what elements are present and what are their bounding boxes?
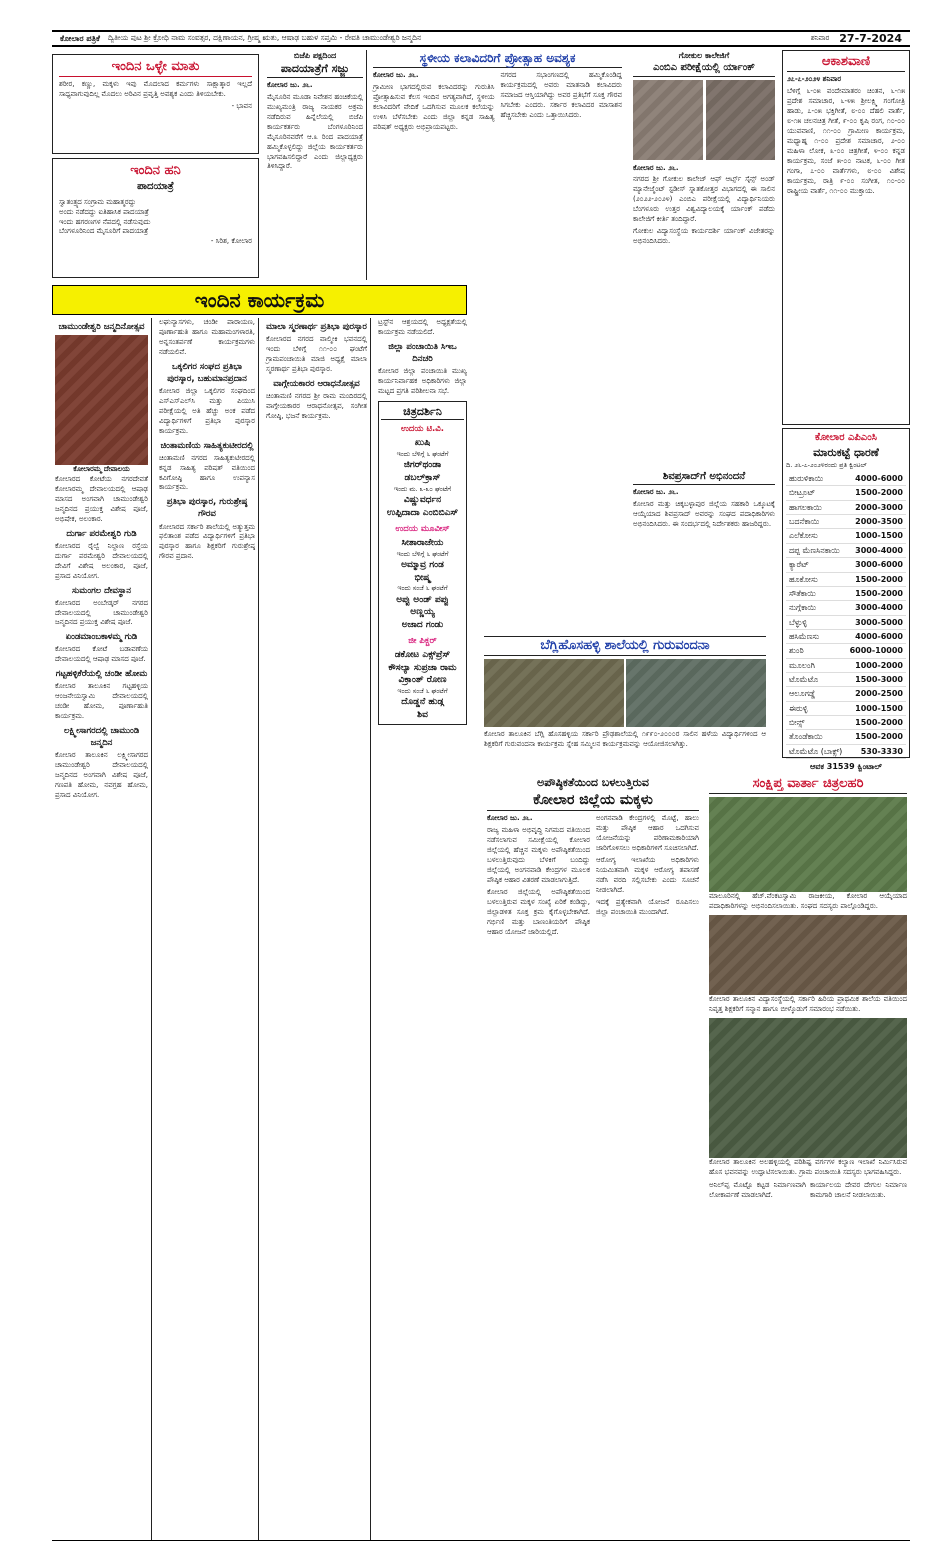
vegetable-name: ಟೊಮೆಟೊ [786, 673, 846, 687]
brief-caption: ಕೋಲಾರ ತಾಲೂಕಿನ ವಿದ್ಯಾಸಂಸ್ಥೆಯಲ್ಲಿ ಸರ್ಕಾರಿ ಹಿರಿಯ ಪ್ರಾಥಮಿಕ ಶಾಲೆಯ ವತಿಯಿಂದ ನಿವೃತ್ತ ಶಿಕ್ಷಕರಿಗೆ ಸನ್ಮಾನ ಹಾಗೂ ಬೀಳ್ಕೊಡುಗೆ ಸಮಾರಂಭ ನಡೆಯಿತು. [709, 995, 907, 1014]
vegetable-price: 3000-6000 [846, 558, 906, 572]
shivaprasad-headline: ಶಿವಪ್ರಸಾದ್‌ಗೆ ಅಭಿನಂದನೆ [633, 470, 775, 485]
program-column-4 [375, 318, 470, 1540]
price-row [786, 472, 906, 486]
movie-title: ಡಬಲ್‌ಕ್ರಾಸ್ [404, 473, 441, 484]
program-subtitle: ಗಟ್ಟಹಳ್ಳಿಕೆರೆಯಲ್ಲಿ ಚಂಡೀ ಹೋಮ [55, 669, 148, 680]
channel-name: ಉದಯ ಟಿ.ವಿ. [401, 424, 444, 435]
movie-title: ಅಣ್ಣಯ್ಯ [410, 607, 435, 618]
price-row [786, 687, 906, 701]
vegetable-name: ಟೊಮೆಟೊ (ಬಾಕ್ಸ್) [786, 744, 846, 758]
price-row [786, 744, 906, 758]
shivaprasad-dateline: ಕೋಲಾರ ಜು. ೨೬. [633, 488, 679, 497]
gokula-body-2: ಗೋಕುಲ ವಿದ್ಯಾಸಂಸ್ಥೆಯ ಕಾರ್ಯದರ್ಶಿ ರ್ಯಾಂಕ್ ವಿಜೇತರನ್ನು ಅಭಿನಂದಿಸಿದರು. [633, 227, 775, 246]
shivaprasad-story [630, 470, 778, 630]
brief-caption: ಮಾಲೂರಿನಲ್ಲಿ ಹೆಚ್.ವೆಂಕಟಸ್ವಾಮಿ ರಾಜಕೀಯ, ಕೋಲಾರ ಆಯ್ಕೆಯಾದ ಪದಾಧಿಕಾರಿಗಳನ್ನು ಅಭಿನಂದಿಸಲಾಯಿತು. ಸಂಘದ ಸದಸ್ಯರು ಪಾಲ್ಗೊಂಡಿದ್ದರು. [709, 892, 907, 911]
gokula-body: ನಗರದ ಶ್ರೀ ಗೋಕುಲ ಕಾಲೇಜ್ ಆಫ್ ಆರ್ಟ್ಸ್ ಸೈನ್ಸ್ ಅಂಡ್ ಮ್ಯಾನೇಜ್ಮೆಂಟ್ ಸ್ಟಡೀಸ್ ಸ್ನಾತಕೋತ್ತರ ವಿಭಾಗದಲ್ಲಿ ಈ ಸಾಲಿನ (೨೦೨೨-೨೦೨೪) ಎಂಬಿಎ ಪರೀಕ್ಷೆಯಲ್ಲಿ ವಿದ್ಯಾರ್ಥಿನಿಯರು ಬೆಂಗಳೂರು ಉತ್ತರ ವಿಶ್ವವಿದ್ಯಾಲಯಕ್ಕೆ ರ್ಯಾಂಕ್ ಪಡೆದು ಕಾಲೇಜಿಗೆ ಕೀರ್ತಿ ತಂದಿದ್ದಾರೆ. [633, 175, 775, 224]
vegetable-name: ಬೀನ್ಸ್ [786, 716, 846, 730]
program-column-2 [156, 318, 259, 1540]
price-row [786, 629, 906, 643]
program-subtitle: ವಾಗ್ಗೇಯಕಾರರ ಆರಾಧನೋತ್ಸವ [273, 378, 360, 389]
vegetable-name: ಮೂಲಂಗಿ [786, 658, 846, 672]
vegetable-price: 1500-2000 [846, 716, 906, 730]
issue-line: ದ್ವಿತೀಯ ಪುಟ ಶ್ರೀ ಕ್ರೋಧಿ ನಾಮ ಸಂವತ್ಸರ, ದಕ್ಷಿಣಾಯನ, ಗ್ರೀಷ್ಮ ಋತು, ಆಷಾಢ ಬಹುಳ ಸಪ್ತಮಿ - ರೇವತಿ ಚಾಮುಂಡೇಶ್ವರಿ ಜನ್ಮದಿನ [107, 33, 422, 43]
local-body-2: ನಗರದ ಸಭಾಂಗಣದಲ್ಲಿ ಹಮ್ಮಿಕೊಂಡಿದ್ದ ಕಾರ್ಯಕ್ರಮದಲ್ಲಿ ಅವರು ಮಾತನಾಡಿ ಕಲಾವಿದರು ಸಮಾಜದ ಆಸ್ತಿಯಾಗಿದ್ದು ಅವರ ಪ್ರತಿಭೆಗೆ ಸೂಕ್ತ ಗೌರವ ಸಿಗಬೇಕು ಎಂದರು. ಸರ್ಕಾರ ಕಲಾವಿದರ ಮಾಸಾಶನ ಹೆಚ್ಚಿಸಬೇಕು ಎಂದು ಒತ್ತಾಯಿಸಿದರು. [500, 71, 622, 119]
malnutrition-body: ಕೋಲಾರ ಜಿಲ್ಲೆಯಲ್ಲಿ ಅಪೌಷ್ಠಿಕತೆಯಿಂದ ಬಳಲುತ್ತಿರುವ ಮಕ್ಕಳ ಸಂಖ್ಯೆ ಏರಿಕೆ ಕಂಡಿದ್ದು, ಜಿಲ್ಲಾಡಳಿತ ಸೂಕ್ತ ಕ್ರಮ ಕೈಗೊಳ್ಳಬೇಕಾಗಿದೆ. ಗರ್ಭಿಣಿ ಮತ್ತು ಬಾಣಂತಿಯರಿಗೆ ಪೌಷ್ಠಿಕ ಆಹಾರ ಯೋಜನೆ ಜಾರಿಯಲ್ಲಿದೆ. [487, 888, 590, 936]
bjp-kicker: ಬಿಜೆಪಿ ಪಕ್ಷದಿಂದ [293, 51, 337, 60]
price-row [786, 586, 906, 600]
cinema-title: ಚಿತ್ರದರ್ಶಿನಿ [381, 404, 464, 421]
radio-title: ಆಕಾಶವಾಣಿ [787, 53, 905, 72]
local-artists-headline: ಸ್ಥಳೀಯ ಕಲಾವಿದರಿಗೆ ಪ್ರೋತ್ಸಾಹ ಅವಶ್ಯಕ [373, 50, 622, 68]
program-subtitle: ಪ್ರತಿಭಾ ಪುರಸ್ಕಾರ, ಗುರುಶ್ರೇಷ್ಠ ಗೌರವ [166, 497, 248, 520]
program-text: ಕೋಲಾರದ ಕೋಟೆ ಬಡಾವಣೆಯ ದೇವಾಲಯದಲ್ಲಿ ಆಷಾಢ ಮಾಸದ ಪೂಜೆ. [55, 645, 148, 664]
vegetable-price: 3000-4000 [846, 601, 906, 615]
gokula-kicker: ಗೋಕುಲ ಕಾಲೇಜಿಗೆ [678, 51, 730, 60]
news-photo-1 [709, 797, 907, 892]
vegetable-price: 1500-2000 [846, 486, 906, 500]
bottom-rule [52, 1540, 910, 1541]
good-word-source: - ಭಾವನ [231, 102, 252, 111]
movie-title: ಅಜಾದ ಗಂಡು [401, 620, 444, 631]
movie-title: ಅಪ್ಪು ಅಂಡ್ ಪಪ್ಪು [396, 594, 449, 605]
vegetable-name: ಆಲೂಗಡ್ಡೆ [786, 687, 846, 701]
photo-caption: ಕೋಲಾರಮ್ಮ ದೇವಾಲಯ [73, 465, 130, 474]
bjp-dateline: ಕೋಲಾರ ಜು. ೨೬. [267, 80, 313, 89]
price-row [786, 615, 906, 629]
group-photo-1 [484, 659, 624, 727]
good-word-box [52, 54, 259, 154]
bjp-story [264, 50, 367, 280]
price-row [786, 730, 906, 744]
malnutrition-headline: ಕೋಲಾರ ಜಿಲ್ಲೆಯ ಮಕ್ಕಳು [487, 791, 699, 812]
show-time: ಇಂದು ಬೆಳಿಗ್ಗೆ ೬ ಘಂಟೆಗೆ [396, 450, 449, 459]
movie-title: ಜಿಗರ್‌ಥಂಡಾ [403, 460, 442, 471]
show-time: ಇಂದು ಸಂಜೆ ೬ ಘಂಟೆಗೆ [397, 584, 448, 593]
program-banner: ಇಂದಿನ ಕಾರ್ಯಕ್ರಮ [52, 285, 467, 315]
vegetable-name: ದಪ್ಪ ಮೆಣಸಿನಕಾಯಿ [786, 543, 846, 557]
malnutrition-body: ಅಂಗನವಾಡಿ ಕೇಂದ್ರಗಳಲ್ಲಿ ಮೊಟ್ಟೆ, ಹಾಲು ಮತ್ತು ಪೌಷ್ಠಿಕ ಆಹಾರ ಒದಗಿಸುವ ಯೋಜನೆಯನ್ನು ಪರಿಣಾಮಕಾರಿಯಾಗಿ ಜಾರಿಗೊಳಿಸಲು ಅಧಿಕಾರಿಗಳಿಗೆ ಸೂಚಿಸಲಾಗಿದೆ. [596, 814, 699, 853]
radio-body: ಬೆಳಿಗ್ಗೆ ೬-೦೫ ವಂದೇಮಾತರಂ ಚಿಂತನ, ೬-೧೫ ಪ್ರದೇಶ ಸಮಾಚಾರ, ೬-೪೫ ಶ್ರೀಲಕ್ಷ್ಮಿ ಗಂಗೋತ್ರಿ ಹಾಡು, ೭-೦೫ ಭಕ್ತಿಗೀತೆ, ೮-೦೦ ದೆಹಲಿ ವಾರ್ತೆ, ೮-೧೫ ಚಲನಚಿತ್ರ ಗೀತೆ, ೯-೦೦ ಕೃಷಿ ರಂಗ, ೧೦-೦೦ ಯುವವಾಣಿ, ೧೧-೦೦ ಗ್ರಾಮೀಣ ಕಾರ್ಯಕ್ರಮ, ಮಧ್ಯಾಹ್ನ ೧-೦೦ ಪ್ರದೇಶ ಸಮಾಚಾರ, ೨-೦೦ ಮಹಿಳಾ ಲೋಕ, ೩-೦೦ ಚಿತ್ರಗೀತೆ, ೪-೦೦ ಕನ್ನಡ ಕಾರ್ಯಕ್ರಮ, ಸಂಜೆ ೫-೦೦ ನಾಟಕ, ೬-೦೦ ಗೀತ ಗಂಗಾ, ೭-೦೦ ವಾರ್ತೆಗಳು, ೮-೦೦ ವಿಶೇಷ ಕಾರ್ಯಕ್ರಮ, ರಾತ್ರಿ ೯-೦೦ ಸಂಗೀತ, ೧೦-೦೦ ರಾಷ್ಟ್ರೀಯ ವಾರ್ತೆ, ೧೧-೦೦ ಮುಕ್ತಾಯ. [787, 87, 905, 195]
honey-line: ಅಂದು ನಡೆದದ್ದು ಐತಿಹಾಸಿಕ ಪಾದಯಾತ್ರೆ [59, 207, 149, 216]
program-text: ಚಿಂತಾಮಣಿ ನಗರದ ಶ್ರೀ ರಾಮ ಮಂದಿರದಲ್ಲಿ ವಾಗ್ಗೇಯಕಾರರ ಆರಾಧನೋತ್ಸವ, ಸಂಗೀತ ಗೋಷ್ಠಿ, ಭಜನೆ ಕಾರ್ಯಕ್ರಮ. [266, 391, 367, 420]
apmc-subtitle: ಮಾರುಕಟ್ಟೆ ಧಾರಣೆ [813, 446, 879, 460]
malnutrition-story [484, 775, 702, 1540]
vegetable-price: 4000-6000 [846, 472, 906, 486]
vegetable-name: ಎಲೆಕೋಸು [786, 529, 846, 543]
vegetable-name: ಬೀಟ್ರೂಟ್ [786, 486, 846, 500]
vegetable-name: ಬದನೆಕಾಯಿ [786, 515, 846, 529]
program-text: ಕೋಲಾರ ತಾಲೂಕಿನ ಗಟ್ಟಹಳ್ಳಿಯ ಆಂಜನೇಯಸ್ವಾಮಿ ದೇವಾಲಯದಲ್ಲಿ ಚಂಡೀ ಹೋಮ, ಪೂರ್ಣಾಹುತಿ ಕಾರ್ಯಕ್ರಮ. [55, 682, 148, 721]
brief-foot: ಅನಿಲ್‌ಪ್ಪ ಮೊಟ್ಟೊ ಕಟ್ಟಡ ನಿರ್ಮಾಣವಾಗಿ ಲೋಕಾರ್ಪಣೆ ಮಾಡಲಾಗಿದೆ. [709, 1181, 806, 1200]
vegetable-name: ಹುರುಳಿಕಾಯಿ [786, 472, 846, 486]
program-subtitle: ಒಕ್ಕಲಿಗರ ಸಂಘದ ಪ್ರತಿಭಾ ಪುರಸ್ಕಾರ, ಬಹುಮಾನಪ್ರದಾನ [167, 361, 247, 384]
channel-name: ಉದಯ ಮೂವೀಸ್ [395, 523, 450, 534]
price-row [786, 644, 906, 658]
vegetable-price: 1000-2000 [846, 658, 906, 672]
program-subtitle: ಚಿಂತಾಮಣಿಯ ಸಾಹಿತ್ಯಕುಟೀರದಲ್ಲಿ [160, 440, 254, 451]
vegetable-name: ಹೂಕೋಸು [786, 572, 846, 586]
movie-title: ಡಕೋಟ ಎಕ್ಸ್‌ಪ್ರೆಸ್ [394, 649, 451, 660]
vegetable-price: 1000-1500 [846, 529, 906, 543]
vegetable-price: 6000-10000 [846, 644, 906, 658]
price-row [786, 486, 906, 500]
program-column-1 [52, 318, 152, 1540]
program-title: ಚಾಮುಂಡೇಶ್ವರಿ ಜನ್ಮದಿನೋತ್ಸವ [58, 322, 145, 332]
honey-line: ಸ್ವಾತಂತ್ರ್ಯದ ಸಂಗ್ರಾಮ ಮಹಾತ್ಮರದ್ದು [59, 197, 137, 206]
apmc-title: ಕೋಲಾರ ಎಪಿಎಂಸಿ [815, 432, 877, 443]
cinema-box [378, 401, 467, 725]
vegetable-name: ಹಸಿಮೆಣಸು [786, 629, 846, 643]
price-row [786, 500, 906, 514]
vegetable-name: ಹಾಗಲಕಾಯಿ [786, 500, 846, 514]
program-subtitle: ಜಿಲ್ಲಾ ಪಂಚಾಯಿತಿ ಸಿಇಒ ದಿನಚರಿ [388, 341, 457, 364]
guruvandana-story [484, 636, 766, 771]
vegetable-name: ಈರುಳ್ಳಿ [786, 701, 846, 715]
vegetable-name: ಕ್ಯಾರೆಟ್ [786, 558, 846, 572]
movie-title: ದೊಡ್ಡನೆ ಹುಡ್ಗ [401, 697, 444, 708]
program-text: ಕೋಲಾರ ಜಿಲ್ಲಾ ಪಂಚಾಯಿತಿ ಮುಖ್ಯ ಕಾರ್ಯನಿರ್ವಾಹಕ ಅಧಿಕಾರಿಗಳು ಜಿಲ್ಲಾ ಮಟ್ಟದ ಪ್ರಗತಿ ಪರಿಶೀಲನಾ ಸಭೆ. [378, 367, 467, 395]
program-text: ಲಘುನ್ಯಾಸಗಳು, ಚಂಡೀ ಪಾರಾಯಣ, ಪೂರ್ಣಾಹುತಿ ಹಾಗೂ ಮಹಾಮಂಗಳಾರತಿ, ಅನ್ನಸಂತರ್ಪಣೆ ಕಾರ್ಯಕ್ರಮಗಳು ನಡೆಯಲಿವೆ. [159, 318, 255, 356]
vegetable-name: ಸೌತೆಕಾಯಿ [786, 586, 846, 600]
program-subtitle: ಏಂಡಮಾಂಬಕಾಳಮ್ಮ ಗುಡಿ [65, 632, 138, 643]
vegetable-price: 1500-2000 [846, 730, 906, 744]
vegetable-price: 3000-4000 [846, 543, 906, 557]
good-word-body: ಶರೀರ, ಕಣ್ಣು, ಮಕ್ಕಳು ಇವು ಮೊದಲಾದ ಕರ್ಮಗಳು ಸಾಕ್ಷಾತ್ಕಾರ ಇಲ್ಲದೆ ಸಾಧ್ಯವಾಗುವುದಿಲ್ಲ ಮೊದಲು ಅರಿವಿನ ಪ್ರವೃತ್ತಿ ಅವಶ್ಯಕ ಎಂದು ತಿಳಿಯಬೇಕು. [59, 80, 252, 99]
local-body-1: ಗ್ರಾಮೀಣ ಭಾಗದಲ್ಲಿರುವ ಕಲಾವಿದರನ್ನು ಗುರುತಿಸಿ ಪ್ರೋತ್ಸಾಹಿಸುವ ಕೆಲಸ ಇಂದಿನ ಅಗತ್ಯವಾಗಿದೆ, ಸ್ಥಳೀಯ ಕಲಾವಿದರಿಗೆ ವೇದಿಕೆ ಒದಗಿಸುವ ಮೂಲಕ ಕಲೆಯನ್ನು ಉಳಿಸಿ ಬೆಳೆಸಬೇಕು ಎಂದು ಜಿಲ್ಲಾ ಕನ್ನಡ ಸಾಹಿತ್ಯ ಪರಿಷತ್ ಅಧ್ಯಕ್ಷರು ಅಭಿಪ್ರಾಯಪಟ್ಟರು. [373, 82, 495, 131]
vegetable-price: 1500-3000 [846, 673, 906, 687]
vegetable-price: 2000-3000 [846, 500, 906, 514]
program-subtitle: ಲಕ್ಷ್ಮೀಸಾಗರದಲ್ಲಿ ಚಾಮುಂಡಿ ಜನ್ಮದಿನ [63, 726, 140, 749]
vegetable-price: 4000-6000 [846, 629, 906, 643]
program-text: ಟ್ರಸ್ಟ್‌ನ ಆಶ್ರಯದಲ್ಲಿ ಅಧ್ಯಕ್ಷತೆಯಲ್ಲಿ ಕಾರ್ಯಕ್ರಮ ನಡೆಯಲಿದೆ. [378, 318, 467, 336]
student-photo-2 [706, 80, 776, 160]
weekday: ಶನಿವಾರ [810, 33, 830, 42]
shivaprasad-body: ಕೋಲಾರ ಮತ್ತು ಚಿಕ್ಕಬಳ್ಳಾಪುರ ಜಿಲ್ಲೆಯ ಸಹಕಾರಿ ಒಕ್ಕೂಟಕ್ಕೆ ಆಯ್ಕೆಯಾದ ಶಿವಪ್ರಸಾದ್ ಅವರನ್ನು ಸಂಘದ ಪದಾಧಿಕಾರಿಗಳು ಅಭಿನಂದಿಸಿದರು. ಈ ಸಂದರ್ಭದಲ್ಲಿ ನಿರ್ದೇಶಕರು ಹಾಜರಿದ್ದರು. [633, 500, 775, 528]
goddess-photo [55, 335, 148, 465]
price-row [786, 701, 906, 715]
price-row [786, 716, 906, 730]
vegetable-price: 2000-2500 [846, 687, 906, 701]
program-text: ಕೋಲಾರದ ರೈಲ್ವೆ ನಿಲ್ದಾಣ ರಸ್ತೆಯ ದುರ್ಗಾ ಪರಮೇಶ್ವರಿ ದೇವಾಲಯದಲ್ಲಿ ದೇವಿಗೆ ವಿಶೇಷ ಅಲಂಕಾರ, ಪೂಜೆ, ಪ್ರಸಾದ ವಿನಿಯೋಗ. [55, 541, 148, 580]
vegetable-price: 1000-1500 [846, 701, 906, 715]
local-dateline: ಕೋಲಾರ ಜು. ೨೬. [373, 71, 419, 80]
show-time: ಇಂದು ಬೆಳಿಗ್ಗೆ ೬ ಘಂಟೆಗೆ [396, 549, 449, 558]
price-row [786, 543, 906, 557]
movie-title: ಕೌಸಲ್ಯಾ ಸುಪ್ರಜಾ ರಾಮ [388, 662, 457, 673]
movie-title: ವಿಷ್ಣುವರ್ಧನ [403, 495, 442, 506]
price-row [786, 529, 906, 543]
movie-title: ಅಮ್ಮಾವ್ರ ಗಂಡ [401, 559, 444, 570]
show-time: ಇಂದು ಸಂಜೆ ೬ ಘಂಟೆಗೆ [397, 687, 448, 696]
gokula-headline: ಎಂಬಿಎ ಪರೀಕ್ಷೆಯಲ್ಲಿ ರ್ಯಾಂಕ್ [633, 61, 775, 76]
honey-line: ಬೆಂಗಳೂರಿನಿಂದ ಮೈಸೂರಿಗೆ ಪಾದಯಾತ್ರೆ [59, 227, 149, 236]
apmc-arrivals: ಆವಕ 31539 ಕ್ವಿಂಟಾಲ್ [810, 762, 882, 772]
program-text: ಕೋಲಾರದ ಕೋಟೆಯ ನಗರದೇವತೆ ಕೋಲಾರಮ್ಮ ದೇವಾಲಯದಲ್ಲಿ ಆಷಾಢ ಮಾಸದ ಅಂಗವಾಗಿ ಚಾಮುಂಡೇಶ್ವರಿ ಜನ್ಮದಿನದ ಪ್ರಯುಕ್ತ ವಿಶೇಷ ಪೂಜೆ, ಅಭಿಷೇಕ, ಅಲಂಕಾರ. [55, 475, 148, 523]
issue-date: 27-7-2024 [839, 31, 902, 45]
vegetable-price: 2000-3500 [846, 515, 906, 529]
program-text: ಚಿಂತಾಮಣಿ ನಗರದ ಸಾಹಿತ್ಯಕುಟೀರದಲ್ಲಿ ಕನ್ನಡ ಸಾಹಿತ್ಯ ಪರಿಷತ್ ವತಿಯಿಂದ ಕವಿಗೋಷ್ಠಿ ಹಾಗೂ ಉಪನ್ಯಾಸ ಕಾರ್ಯಕ್ರಮ. [159, 453, 255, 492]
brief-caption: ಕೋಲಾರ ತಾಲೂಕಿನ ಅಲಹಳ್ಳಿಯಲ್ಲಿ ಪರಿಶಿಷ್ಟ ವರ್ಗಗಳ ಕಲ್ಯಾಣ ಇಲಾಖೆ ನಿರ್ಮಿಸಿರುವ ಹೊಸ ಭವನವನ್ನು ಉದ್ಘಾಟಿಸಲಾಯಿತು. ಗ್ರಾಮ ಪಂಚಾಯಿತಿ ಸದಸ್ಯರು ಭಾಗವಹಿಸಿದ್ದರು. [709, 1158, 907, 1177]
group-photo-2 [626, 659, 766, 727]
movie-title: ವಿಕ್ರಾಂತ್ ರೋಣ [398, 675, 447, 686]
gokula-dateline: ಕೋಲಾರ ಜು. ೨೬. [633, 163, 679, 172]
good-word-title: ಇಂದಿನ ಒಳ್ಳೇ ಮಾತು [59, 58, 252, 77]
news-photo-3 [709, 1018, 907, 1158]
vegetable-price: 3000-5000 [846, 615, 906, 629]
masthead-bar [52, 30, 910, 47]
channel-name: ಜೀ ಪಿಕ್ಚರ್ [408, 635, 437, 646]
vegetable-name: ಶುಂಠಿ [786, 644, 846, 658]
news-photo-2 [709, 915, 907, 995]
honey-author: - ಸಿರಿಶ, ಕೋಲಾರ [210, 237, 252, 246]
honey-subtitle: ಪಾದಯಾತ್ರೆ [137, 181, 174, 193]
program-text: ಕೋಲಾರ ಜಿಲ್ಲಾ ಒಕ್ಕಲಿಗರ ಸಂಘದಿಂದ ಎಸ್ಎಸ್ಎಲ್‌ಸಿ ಮತ್ತು ಪಿಯುಸಿ ಪರೀಕ್ಷೆಯಲ್ಲಿ ಅತಿ ಹೆಚ್ಚು ಅಂಕ ಪಡೆದ ವಿದ್ಯಾರ್ಥಿಗಳಿಗೆ ಪ್ರತಿಭಾ ಪುರಸ್ಕಾರ ಕಾರ್ಯಕ್ರಮ. [159, 386, 255, 435]
price-row [786, 558, 906, 572]
vegetable-name: ನುಗ್ಗೆಕಾಯಿ [786, 601, 846, 615]
price-row [786, 515, 906, 529]
movie-title: ಭೀಷ್ಮ [414, 572, 431, 583]
paper-name: ಕೋಲಾರ ಪತ್ರಿಕೆ [60, 33, 100, 43]
price-table [786, 472, 906, 759]
price-row [786, 658, 906, 672]
student-photo-1 [633, 80, 703, 160]
malnutrition-dateline: ಕೋಲಾರ ಜು. ೨೬. [487, 814, 533, 823]
movie-title: ಶಿವ [417, 710, 428, 721]
program-text: ಕೋಲಾರ ತಾಲೂಕಿನ ಲಕ್ಷ್ಮೀಸಾಗರದ ಚಾಮುಂಡೇಶ್ವರಿ ದೇವಾಲಯದಲ್ಲಿ ಜನ್ಮದಿನದ ಅಂಗವಾಗಿ ವಿಶೇಷ ಪೂಜೆ, ಗಣಪತಿ ಹೋಮ, ನವಗ್ರಹ ಹೋಮ, ಪ್ರಸಾದ ವಿನಿಯೋಗ. [55, 751, 148, 799]
gokula-story [630, 50, 778, 470]
price-row [786, 572, 906, 586]
program-text: ಕೋಲಾರದ ನಗರದ ವಾಲ್ಮೀಕಿ ಭವನದಲ್ಲಿ ಇಂದು ಬೆಳಿಗ್ಗೆ ೧೧-೦೦ ಘಂಟೆಗೆ ಗ್ರಾಮಪಂಚಾಯಿತಿ ಮಾಜಿ ಅಧ್ಯಕ್ಷೆ ಮಾಲಾ ಸ್ಮರಣಾರ್ಥ ಪ್ರತಿಭಾ ಪುರಸ್ಕಾರ. [266, 335, 367, 373]
price-row [786, 601, 906, 615]
vegetable-name: ಬೆಳ್ಳುಳ್ಳಿ [786, 615, 846, 629]
program-subtitle: ದುರ್ಗಾ ಪರಮೇಶ್ವರಿ ಗುಡಿ [66, 528, 137, 539]
show-time: ಇಂದು ಮ. ೩-೩೦ ಘಂಟೆಗೆ [393, 485, 452, 493]
program-subtitle: ಮಾಲಾ ಸ್ಮರಣಾರ್ಥ ಪ್ರತಿಭಾ ಪುರಸ್ಕಾರ [266, 322, 367, 332]
malnutrition-kicker: ಅಪೌಷ್ಠಿಕತೆಯಿಂದ ಬಳಲುತ್ತಿರುವ [537, 776, 649, 789]
vegetable-price: 530-3330 [846, 744, 906, 758]
program-text: ಕೋಲಾರದ ಅಂಬೇಡ್ಕರ್ ನಗರದ ದೇವಾಲಯದಲ್ಲಿ ಚಾಮುಂಡೇಶ್ವರಿ ಜನ್ಮದಿನದ ಪ್ರಯುಕ್ತ ವಿಶೇಷ ಪೂಜೆ. [55, 598, 148, 627]
guruvandana-caption: ಕೋಲಾರ ತಾಲೂಕಿನ ಬೆಗ್ಲಿ ಹೊಸಹಳ್ಳಿಯ ಸರ್ಕಾರಿ ಪ್ರೌಢಶಾಲೆಯಲ್ಲಿ ೧೯೯೦-೨೦೦೦ರ ಸಾಲಿನ ಹಳೆಯ ವಿದ್ಯಾರ್ಥಿಗಳಿಂದ ಆ ಶಿಕ್ಷಕರಿಗೆ ಗುರುವಂದನಾ ಕಾರ್ಯಕ್ರಮ ಸ್ನೇಹ ಸಮ್ಮಿಲನ ಕಾರ್ಯಕ್ರಮವನ್ನು ಆಯೋಜಿಸಲಾಗಿತ್ತು. [484, 730, 766, 749]
bjp-headline: ಪಾದಯಾತ್ರೆಗೆ ಸಜ್ಜು [267, 61, 363, 78]
vegetable-price: 1500-2000 [846, 586, 906, 600]
movie-title: ಖುಷಿ [414, 438, 431, 449]
program-column-3 [263, 318, 371, 1540]
malnutrition-body: ರಾಜ್ಯ ಮಹಿಳಾ ಅಭಿವೃದ್ಧಿ ನಿಗಮದ ವತಿಯಿಂದ ನಡೆಸಲಾಗುವ ಸಮೀಕ್ಷೆಯಲ್ಲಿ ಕೋಲಾರ ಜಿಲ್ಲೆಯಲ್ಲಿ ಹೆಚ್ಚಿನ ಮಕ್ಕಳು ಅಪೌಷ್ಠಿಕತೆಯಿಂದ ಬಳಲುತ್ತಿರುವುದು ಬೆಳಕಿಗೆ ಬಂದಿದ್ದು ಜಿಲ್ಲೆಯಲ್ಲಿ ಅಂಗನವಾಡಿ ಕೇಂದ್ರಗಳ ಮೂಲಕ ಪೌಷ್ಠಿಕ ಆಹಾರ ವಿತರಣೆ ಮಾಡಲಾಗುತ್ತಿದೆ. [487, 826, 590, 885]
honey-line: ಇಂದು ಹಗರಣಗಳ ನೆಪದಲ್ಲಿ ನಡೆಸುವುದು [59, 217, 151, 226]
program-subtitle: ಸುಮಂಗಲ ದೇವಸ್ಥಾನ [72, 585, 131, 596]
bjp-body: ಮೈಸೂರಿನ ಮೂಡಾ ನಿವೇಶನ ಹಂಚಿಕೆಯಲ್ಲಿ ಮುಖ್ಯಮಂತ್ರಿ ರಾಜ್ಯ ನಾಯಕರ ಅಕ್ರಮ ನಡೆದಿರುವ ಹಿನ್ನೆಲೆಯಲ್ಲಿ ಬಿಜೆಪಿ ಕಾರ್ಯಕರ್ತರು ಬೆಂಗಳೂರಿನಿಂದ ಮೈಸೂರಿನವರೆಗೆ ಆ.೩ ರಿಂದ ಪಾದಯಾತ್ರೆ ಹಮ್ಮಿಕೊಳ್ಳಲಿದ್ದು ಜಿಲ್ಲೆಯ ಕಾರ್ಯಕರ್ತರು ಭಾಗವಹಿಸಲಿದ್ದಾರೆ ಎಂದು ಜಿಲ್ಲಾಧ್ಯಕ್ಷರು ತಿಳಿಸಿದ್ದಾರೆ. [267, 92, 363, 171]
brief-foot: ಕಾರ್ಯಾಲಯ ದೇವರ ದೇಗುಲ ನಿರ್ಮಾಣ ಕಾಮಗಾರಿ ಚಾಲನೆ ನೀಡಲಾಯಿತು. [810, 1181, 907, 1200]
movie-title: ಉಪ್ಪಿದಾದಾ ಎಂಬಿಬಿಎಸ್ [386, 507, 459, 518]
honey-title: ಇಂದಿನ ಹನಿ [130, 163, 181, 178]
honey-box [52, 158, 259, 278]
brief-news-title: ಸಂಕ್ಷಿಪ್ತ ವಾರ್ತಾ ಚಿತ್ರಲಹರಿ [709, 775, 907, 794]
radio-box [782, 50, 910, 425]
brief-news [706, 775, 910, 1540]
movie-title: ಸೀತಾರಾಜೇಯ [401, 537, 444, 548]
malnutrition-body: ಇದಕ್ಕೆ ಪ್ರತ್ಯೇಕವಾಗಿ ಯೋಜನೆ ರೂಪಿಸಲು ಜಿಲ್ಲಾ ಪಂಚಾಯಿತಿ ಮುಂದಾಗಿದೆ. [596, 897, 699, 916]
radio-date: ೨೭-೭-೨೦೨೪ ಶನಿವಾರ [787, 75, 842, 84]
vegetable-price: 1500-2000 [846, 572, 906, 586]
vegetable-name: ತೊಂಡೆಕಾಯಿ [786, 730, 846, 744]
apmc-box [782, 428, 910, 772]
malnutrition-body: ಆರೋಗ್ಯ ಇಲಾಖೆಯ ಅಧಿಕಾರಿಗಳು ನಿಯಮಿತವಾಗಿ ಮಕ್ಕಳ ಆರೋಗ್ಯ ತಪಾಸಣೆ ನಡೆಸಿ ವರದಿ ಸಲ್ಲಿಸಬೇಕು ಎಂದು ಸೂಚನೆ ನೀಡಲಾಗಿದೆ. [596, 856, 699, 895]
guruvandana-headline: ಬೆಗ್ಲಿಹೊಸಹಳ್ಳಿ ಶಾಲೆಯಲ್ಲಿ ಗುರುವಂದನಾ [484, 636, 766, 656]
apmc-note: ದಿ. ೨೬-೭-೨೦೨೪ರಂದು ಪ್ರತಿ ಕ್ವಿಂಟಲ್ [786, 460, 867, 469]
price-row [786, 673, 906, 687]
program-text: ಕೋಲಾರದ ಸರ್ಕಾರಿ ಶಾಲೆಯಲ್ಲಿ ಅತ್ಯುತ್ತಮ ಫಲಿತಾಂಶ ಪಡೆದ ವಿದ್ಯಾರ್ಥಿಗಳಿಗೆ ಪ್ರತಿಭಾ ಪುರಸ್ಕಾರ ಹಾಗೂ ಶಿಕ್ಷಕರಿಗೆ ಗುರುಶ್ರೇಷ್ಠ ಗೌರವ ಪ್ರದಾನ. [159, 522, 255, 561]
